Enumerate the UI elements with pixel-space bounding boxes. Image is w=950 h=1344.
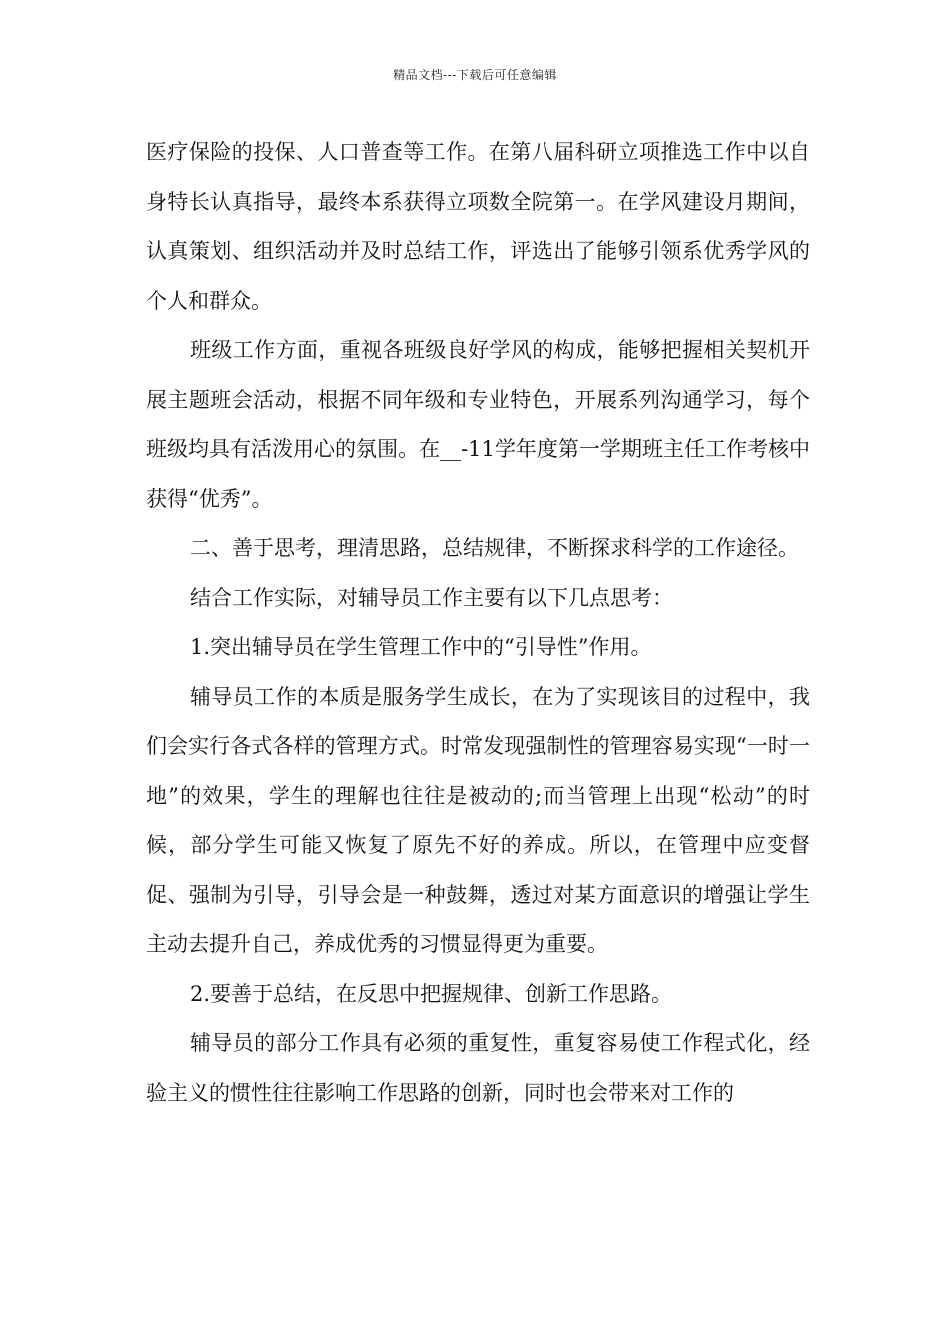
paragraph-8: 辅导员的部分工作具有必须的重复性，重复容易使工作程式化，经验主义的惯性往往影响工作思路的创新，同时也会带来对工作的 bbox=[146, 1031, 810, 1105]
page-header: 精品文档---下载后可任意编辑 bbox=[393, 68, 557, 82]
paragraph-6: 辅导员工作的本质是服务学生成长，在为了实现该目的过程中，我们会实行各式各样的管理方式。时常发现强制性的管理容易实现“一时一地”的效果，学生的理解也往往是被动的;而当管理上出现“松动”的时候，部分学生可能又恢复了原先不好的养成。所以，在管理中应变督促、强制为引导，引导会是一种鼓舞，透过对某方面意识的增强让学生主动去提升自己，养成优秀的习惯显得更为重要。 bbox=[146, 684, 810, 956]
paragraph-5: 1.突出辅导员在学生管理工作中的“引导性”作用。 bbox=[190, 635, 652, 659]
paragraph-3: 二、善于思考，理清思路，总结规律，不断探求科学的工作途径。 bbox=[190, 536, 799, 560]
paragraph-7: 2.要善于总结，在反思中把握规律、创新工作思路。 bbox=[190, 981, 673, 1006]
paragraph-1: 医疗保险的投保、人口普查等工作。在第八届科研立项推选工作中以自身特长认真指导，最终本系获得立项数全院第一。在学风建设月期间，认真策划、组织活动并及时总结工作，评选出了能够引领系优秀学风的个人和群众。 bbox=[146, 140, 810, 313]
paragraph-2: 班级工作方面，重视各班级良好学风的构成，能够把握相关契机开展主题班会活动，根据不同年级和专业特色，开展系列沟通学习，每个班级均具有活泼用心的氛围。在__-11学年度第一学期班主任工作考核中获得“优秀”。 bbox=[146, 338, 810, 511]
document-body bbox=[146, 128, 810, 1118]
paragraph-4: 结合工作实际，对辅导员工作主要有以下几点思考： bbox=[190, 585, 673, 610]
